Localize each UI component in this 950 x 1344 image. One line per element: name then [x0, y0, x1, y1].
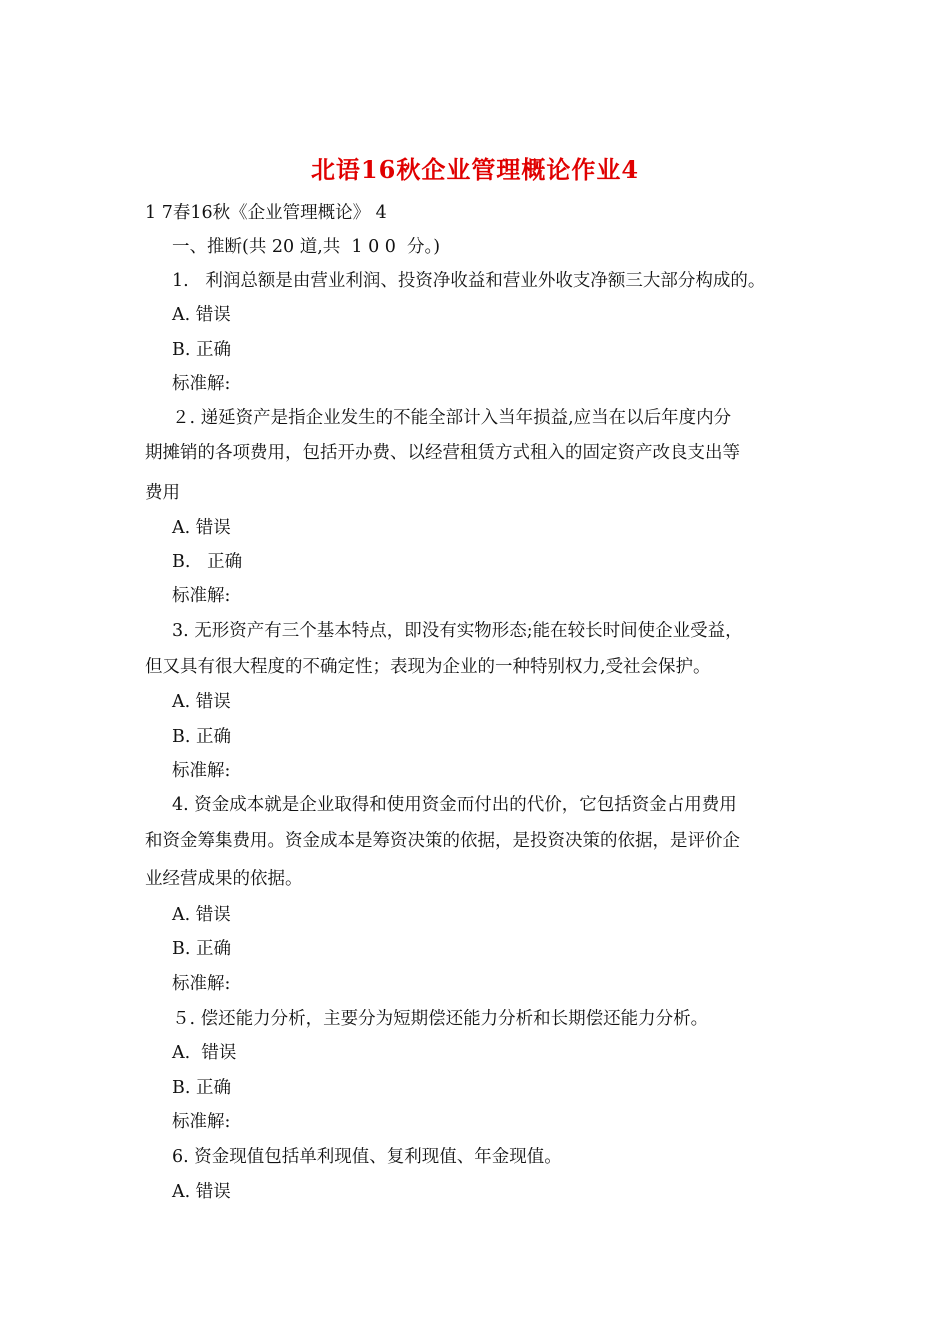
- question-4-option-b: B. 正确: [172, 939, 231, 959]
- question-4-text-line-3: 业经营成果的依据。: [145, 869, 303, 889]
- question-2-text-line-3: 费用: [145, 483, 180, 503]
- question-6-option-a: A. 错误: [172, 1182, 231, 1202]
- question-2-option-a: A. 错误: [172, 518, 231, 538]
- course-subtitle: 1 7春16秋《企业管理概论》 4: [145, 203, 387, 223]
- document-title: 北语16秋企业管理概论作业4: [310, 155, 640, 184]
- question-4-option-a: A. 错误: [172, 905, 231, 925]
- question-1-option-b: B. 正确: [172, 340, 231, 360]
- question-3-text-line-2: 但又具有很大程度的不确定性；表现为企业的一种特别权力,受社会保护。: [145, 657, 711, 677]
- question-5-answer: 标准解:: [172, 1112, 231, 1132]
- section-heading: 一、推断(共 20 道,共 1 0 0 分。): [172, 237, 441, 257]
- question-3-option-a: A. 错误: [172, 692, 231, 712]
- question-2-option-b: B. 正确: [172, 552, 243, 572]
- question-2-answer: 标准解:: [172, 586, 231, 606]
- question-4-text-line-1: 4. 资金成本就是企业取得和使用资金而付出的代价，它包括资金占用费用: [172, 795, 737, 815]
- question-5-option-a: A. 错误: [172, 1043, 237, 1063]
- question-3-text-line-1: 3. 无形资产有三个基本特点，即没有实物形态;能在较长时间使企业受益，: [172, 621, 743, 641]
- question-3-option-b: B. 正确: [172, 727, 231, 747]
- question-3-answer: 标准解:: [172, 761, 231, 781]
- question-2-text-line-1: ２. 递延资产是指企业发生的不能全部计入当年损益,应当在以后年度内分: [172, 408, 732, 428]
- question-4-text-line-2: 和资金筹集费用。资金成本是筹资决策的依据，是投资决策的依据，是评价企: [145, 831, 740, 851]
- question-1-answer: 标准解:: [172, 374, 231, 394]
- question-1-text: 1. 利润总额是由营业利润、投资净收益和营业外收支净额三大部分构成的。: [172, 271, 766, 291]
- question-4-answer: 标准解:: [172, 974, 231, 994]
- question-5-text: ５. 偿还能力分析，主要分为短期偿还能力分析和长期偿还能力分析。: [172, 1009, 709, 1029]
- question-1-option-a: A. 错误: [172, 305, 231, 325]
- question-2-text-line-2: 期摊销的各项费用，包括开办费、以经营租赁方式租入的固定资产改良支出等: [145, 443, 740, 463]
- question-6-text: 6. 资金现值包括单利现值、复利现值、年金现值。: [172, 1147, 562, 1167]
- question-5-option-b: B. 正确: [172, 1078, 231, 1098]
